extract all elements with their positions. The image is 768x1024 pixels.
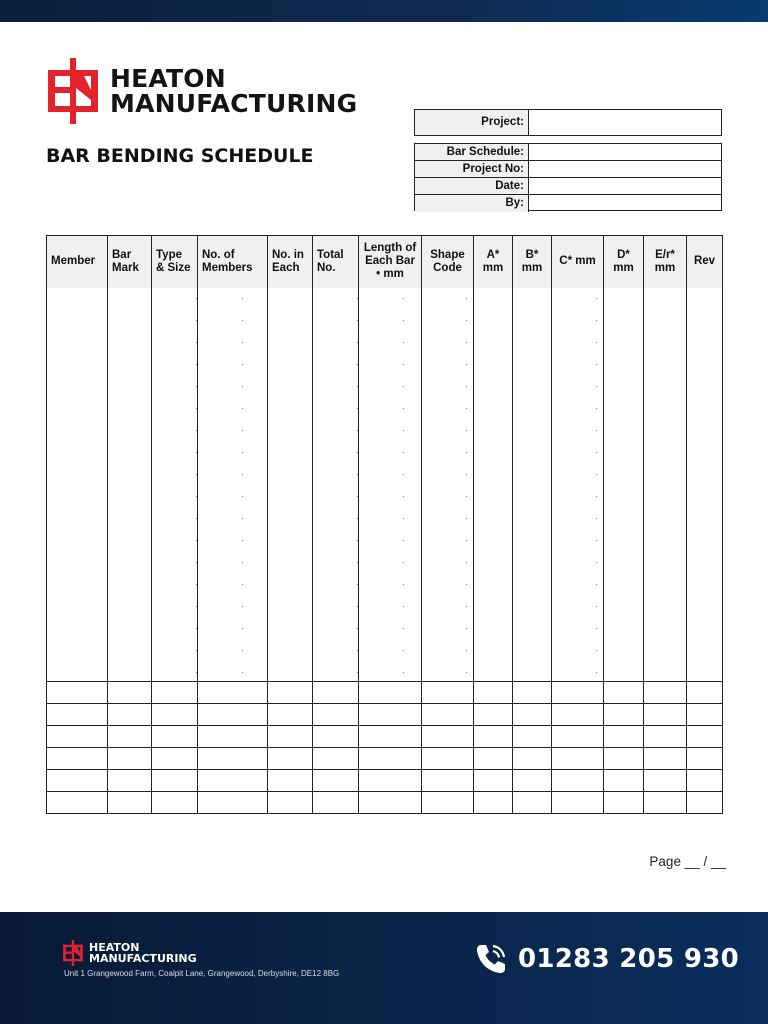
brand-line-2: MANUFACTURING (110, 89, 358, 118)
cell[interactable] (513, 792, 552, 814)
bar-schedule-row (415, 144, 721, 161)
cell[interactable] (687, 704, 723, 726)
cell[interactable] (359, 726, 422, 748)
cell[interactable] (422, 770, 474, 792)
cell[interactable] (47, 288, 108, 682)
cell[interactable] (359, 682, 422, 704)
col-c-mm: C* mm (552, 236, 604, 288)
header-row (47, 236, 723, 288)
table-row (47, 770, 723, 792)
cell[interactable] (687, 748, 723, 770)
col-member: Member (47, 236, 108, 288)
project-row (415, 110, 721, 135)
cell[interactable] (552, 770, 604, 792)
footer-brand-line-1: HEATON (89, 941, 140, 954)
cell[interactable] (359, 770, 422, 792)
col-length: Length of Each Bar • mm (359, 236, 422, 288)
cell[interactable] (644, 726, 687, 748)
date-label: Date: (415, 178, 529, 194)
cell[interactable] (687, 682, 723, 704)
cell[interactable] (108, 770, 152, 792)
cell[interactable] (422, 288, 474, 682)
bar-schedule-label: Bar Schedule: (415, 144, 529, 160)
grid-rows (47, 682, 723, 814)
cell[interactable] (47, 726, 108, 748)
cell[interactable] (604, 704, 644, 726)
col-no-in-each: No. in Each (268, 236, 313, 288)
cell[interactable] (198, 792, 268, 814)
hm-logo-icon (46, 58, 100, 124)
cell[interactable] (644, 792, 687, 814)
table-row (47, 748, 723, 770)
phone-number: 01283 205 930 (518, 944, 740, 974)
cell[interactable] (268, 288, 313, 682)
cell[interactable] (313, 726, 359, 748)
cell[interactable] (268, 682, 313, 704)
table-row (47, 682, 723, 704)
cell[interactable] (422, 726, 474, 748)
cell[interactable] (513, 704, 552, 726)
brand-name (110, 66, 357, 116)
project-info-box (414, 109, 722, 136)
by-row (415, 195, 721, 212)
cell[interactable] (152, 792, 198, 814)
cell[interactable] (604, 288, 644, 682)
cell[interactable] (552, 288, 604, 682)
cell[interactable] (474, 748, 513, 770)
cell[interactable] (152, 748, 198, 770)
col-rev: Rev (687, 236, 723, 288)
cell[interactable] (47, 704, 108, 726)
schedule-info-box (414, 143, 722, 211)
col-bar-mark: Bar Mark (108, 236, 152, 288)
cell[interactable] (198, 726, 268, 748)
cell[interactable] (359, 288, 422, 682)
cell[interactable] (552, 792, 604, 814)
cell[interactable] (313, 682, 359, 704)
col-type-size: Type & Size (152, 236, 198, 288)
project-no-label: Project No: (415, 161, 529, 177)
cell[interactable] (152, 726, 198, 748)
cell[interactable] (152, 770, 198, 792)
table-row (47, 726, 723, 748)
cell[interactable] (313, 288, 359, 682)
by-field[interactable] (529, 195, 721, 212)
document-title: BAR BENDING SCHEDULE (46, 145, 314, 167)
entry-area-row (47, 288, 723, 682)
footer-phone[interactable] (474, 942, 739, 976)
brand-line-1: HEATON (110, 64, 226, 93)
top-accent-bar (0, 0, 768, 22)
cell[interactable] (513, 682, 552, 704)
cell[interactable] (687, 792, 723, 814)
cell[interactable] (422, 704, 474, 726)
cell[interactable] (644, 770, 687, 792)
cell[interactable] (474, 792, 513, 814)
cell[interactable] (108, 682, 152, 704)
cell[interactable] (604, 770, 644, 792)
cell[interactable] (474, 704, 513, 726)
phone-icon (474, 942, 508, 976)
footer-brand-line-2: MANUFACTURING (89, 952, 197, 965)
cell[interactable] (644, 748, 687, 770)
project-no-row (415, 161, 721, 178)
cell[interactable] (552, 748, 604, 770)
date-field[interactable] (529, 178, 721, 194)
company-logo (46, 58, 357, 124)
footer (0, 912, 768, 1024)
col-e-r-mm: E/r* mm (644, 236, 687, 288)
cell[interactable] (687, 288, 723, 682)
cell[interactable] (359, 704, 422, 726)
hm-logo-icon (62, 940, 84, 966)
bar-bending-schedule-table (46, 235, 723, 814)
by-label: By: (415, 195, 529, 212)
cell[interactable] (108, 726, 152, 748)
cell[interactable] (313, 770, 359, 792)
project-no-field[interactable] (529, 161, 721, 177)
cell[interactable] (268, 748, 313, 770)
footer-logo (62, 940, 197, 966)
date-row (415, 178, 721, 195)
cell[interactable] (359, 748, 422, 770)
cell[interactable] (552, 704, 604, 726)
cell[interactable] (422, 682, 474, 704)
cell[interactable] (513, 748, 552, 770)
cell[interactable] (513, 770, 552, 792)
cell[interactable] (644, 704, 687, 726)
cell[interactable] (268, 792, 313, 814)
cell[interactable] (313, 704, 359, 726)
cell[interactable] (198, 682, 268, 704)
cell[interactable] (513, 726, 552, 748)
cell[interactable] (604, 726, 644, 748)
col-b-mm: B* mm (513, 236, 552, 288)
cell[interactable] (152, 704, 198, 726)
cell[interactable] (108, 792, 152, 814)
cell[interactable] (152, 288, 198, 682)
bar-schedule-field[interactable] (529, 144, 721, 160)
cell[interactable] (422, 748, 474, 770)
cell[interactable] (604, 682, 644, 704)
cell[interactable] (198, 704, 268, 726)
project-field[interactable] (529, 110, 721, 135)
cell[interactable] (47, 748, 108, 770)
cell[interactable] (687, 770, 723, 792)
cell[interactable] (644, 288, 687, 682)
table-row (47, 792, 723, 814)
cell[interactable] (47, 792, 108, 814)
cell[interactable] (152, 682, 198, 704)
cell[interactable] (108, 748, 152, 770)
cell[interactable] (198, 288, 268, 682)
cell[interactable] (268, 704, 313, 726)
cell[interactable] (474, 682, 513, 704)
cell[interactable] (552, 726, 604, 748)
cell[interactable] (47, 682, 108, 704)
cell[interactable] (313, 748, 359, 770)
col-shape-code: Shape Code (422, 236, 474, 288)
cell[interactable] (422, 792, 474, 814)
cell[interactable] (268, 770, 313, 792)
table-row (47, 704, 723, 726)
cell[interactable] (474, 288, 513, 682)
col-total-no: Total No. (313, 236, 359, 288)
cell[interactable] (198, 770, 268, 792)
project-label: Project: (415, 110, 529, 135)
cell[interactable] (474, 726, 513, 748)
cell[interactable] (108, 704, 152, 726)
cell[interactable] (604, 792, 644, 814)
cell[interactable] (644, 682, 687, 704)
cell[interactable] (513, 288, 552, 682)
cell[interactable] (108, 288, 152, 682)
page-number: Page __ / __ (649, 854, 726, 869)
cell[interactable] (313, 792, 359, 814)
col-d-mm: D* mm (604, 236, 644, 288)
cell[interactable] (198, 748, 268, 770)
cell[interactable] (47, 770, 108, 792)
col-no-of-members: No. of Members (198, 236, 268, 288)
footer-address: Unit 1 Grangewood Farm, Coalpit Lane, Grangewood, Derbyshire, DE12 8BG (64, 969, 340, 978)
footer-brand (89, 942, 197, 964)
cell[interactable] (552, 682, 604, 704)
cell[interactable] (268, 726, 313, 748)
cell[interactable] (604, 748, 644, 770)
cell[interactable] (474, 770, 513, 792)
cell[interactable] (687, 726, 723, 748)
col-a-mm: A* mm (474, 236, 513, 288)
cell[interactable] (359, 792, 422, 814)
